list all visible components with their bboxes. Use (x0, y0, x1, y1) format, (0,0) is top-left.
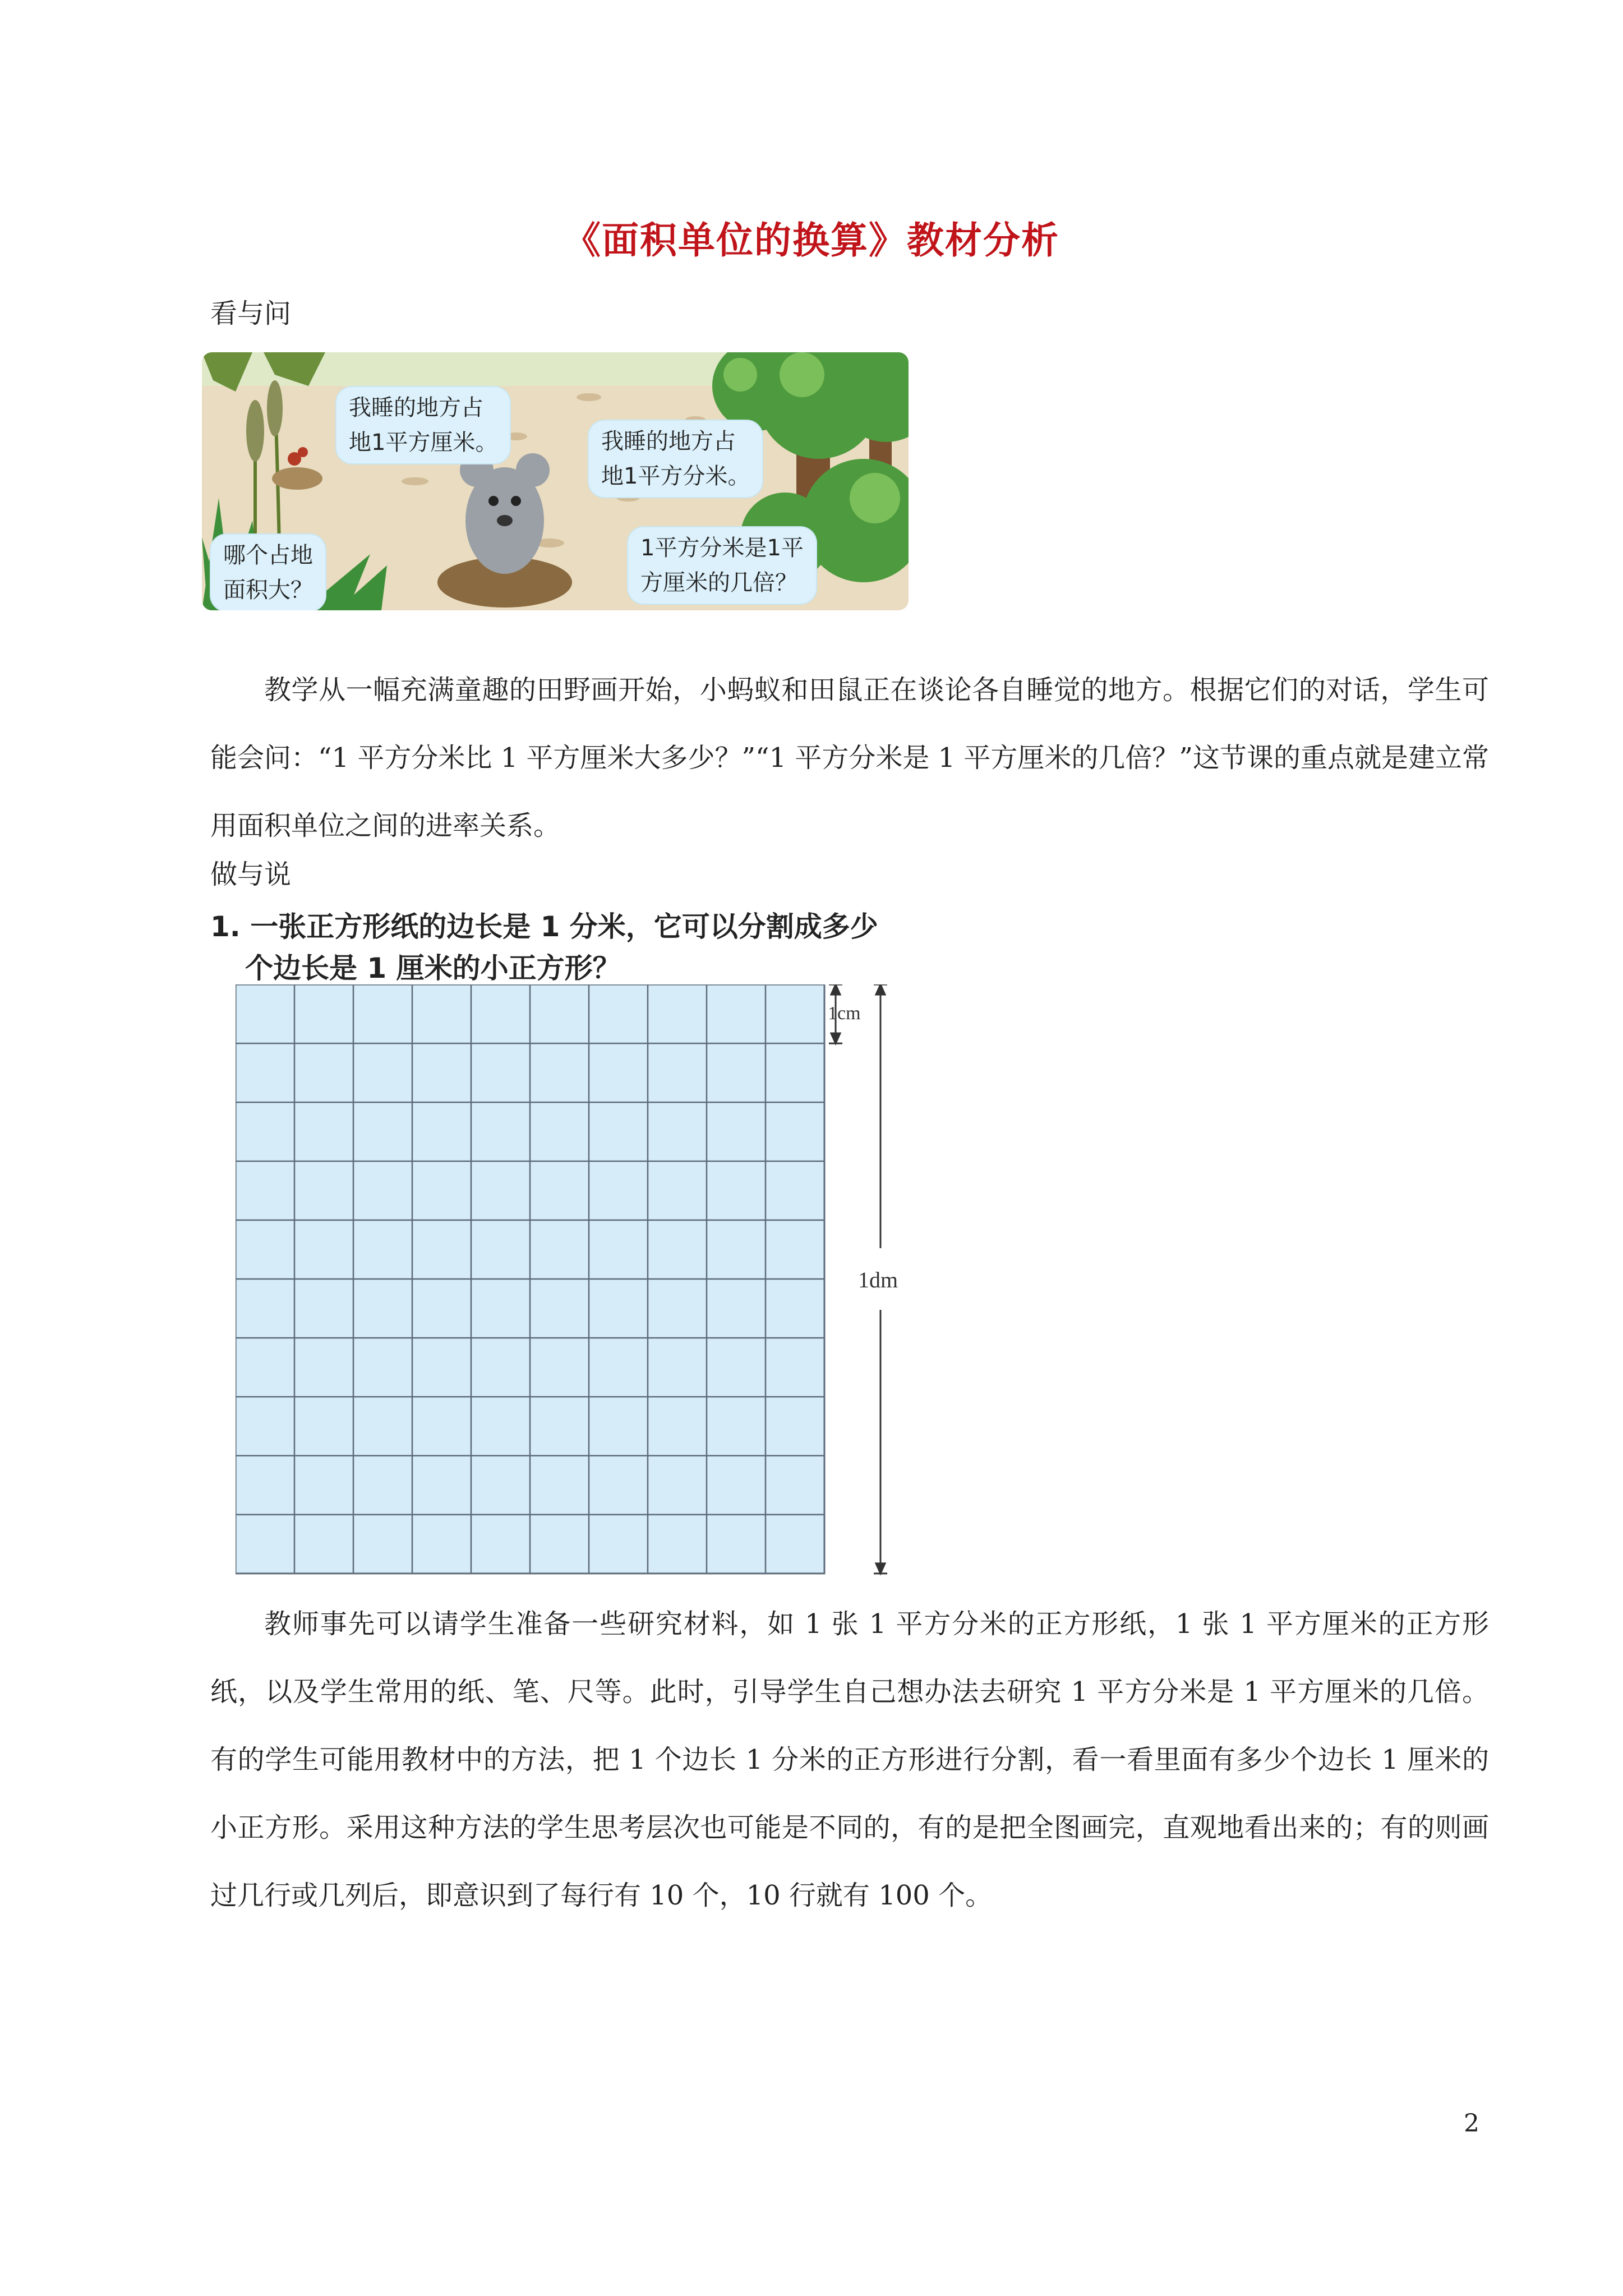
question-line-2: 个边长是 1 厘米的小正方形？ (245, 952, 621, 984)
question-bubble-how-many-times: 1平方分米是1平 方厘米的几倍？ (628, 527, 816, 604)
exercise-question-1 (210, 906, 878, 989)
ant-speech-bubble: 我睡的地方占 地1平方厘米。 (336, 387, 510, 463)
section-label-look-and-ask: 看与问 (210, 298, 292, 329)
paragraph-analysis: 教师事先可以请学生准备一些研究材料，如 1 张 1 平方分米的正方形纸，1 张 1 平方厘米的正方形纸，以及学生常用的纸、笔、尺等。此时，引导学生自己想办法去研究 1 平方分米是 1 平方厘米的几倍。有的学生可能用教材中的方法，把 1 个边长 1 分米的正方形进行分割，看一看里面有多少个边长 1 厘米的小正方形。采用这种方法的学生思考层次也可能是不同的，有的是把全图画完，直观地看出来的；有的则画过几行或几列后，即意识到了每行有 10 个，10 行就有 100 个。 (210, 1608, 1489, 1911)
mouse-speech-bubble: 我睡的地方占 地1平方分米。 (589, 421, 762, 497)
grid-svg (236, 984, 925, 1579)
cm-label: 1cm (828, 1003, 861, 1024)
question-bubble-which-larger: 哪个占地 面积大？ (211, 535, 325, 610)
square-grid-figure (236, 984, 925, 1581)
section-label-do-and-say: 做与说 (210, 859, 292, 890)
page-title: 《面积单位的换算》教材分析 (564, 218, 1059, 262)
dm-label: 1dm (858, 1267, 898, 1292)
field-illustration (202, 352, 909, 610)
paragraph-introduction: 教学从一幅充满童趣的田野画开始，小蚂蚁和田鼠正在谈论各自睡觉的地方。根据它们的对话，学生可能会问：“1 平方分米比 1 平方厘米大多少？”“1 平方分米是 1 平方厘米的几倍？”这节课的重点就是建立常用面积单位之间的进率关系。 (210, 674, 1489, 841)
question-line-1: 1. 一张正方形纸的边长是 1 分米，它可以分割成多少 (210, 910, 878, 943)
page-number: 2 (1464, 2109, 1479, 2138)
